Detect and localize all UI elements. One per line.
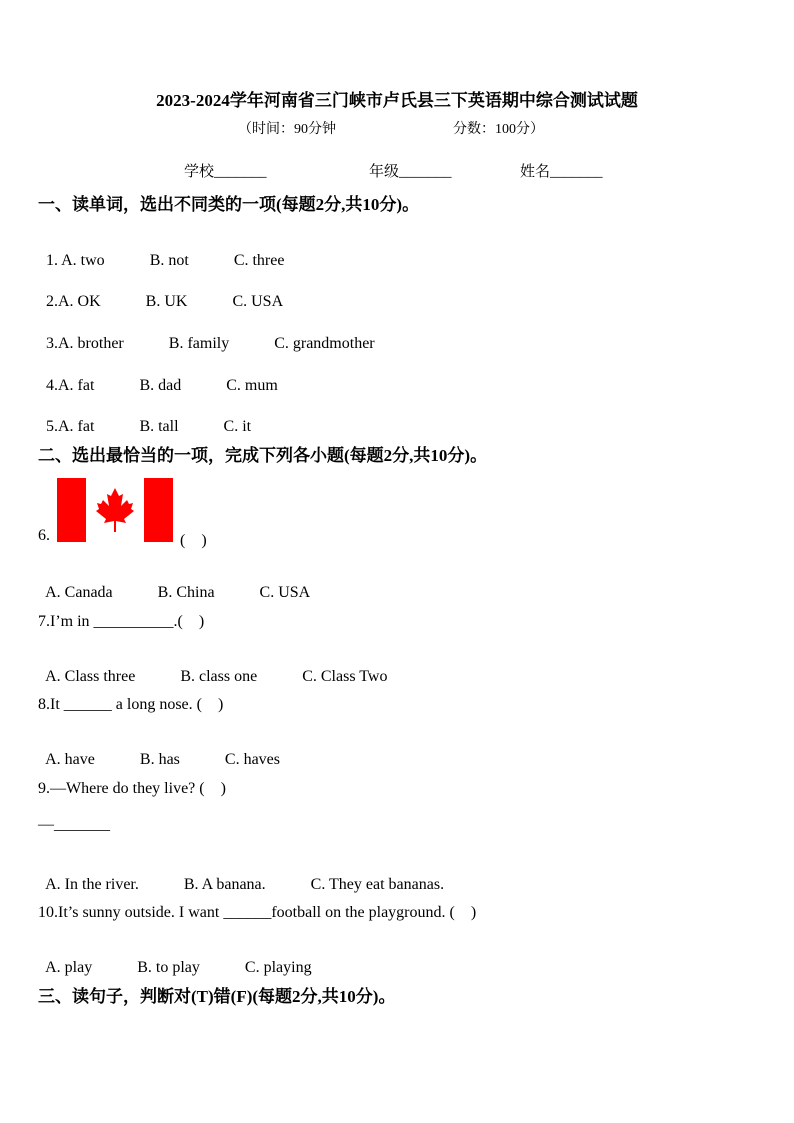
- question-10: 10.It’s sunny outside. I want ______football on the playground. ( ): [38, 904, 477, 921]
- maple-leaf-icon: [86, 478, 144, 542]
- question-3: [38, 317, 375, 353]
- question-number: 5.: [46, 418, 58, 435]
- option-a: A. fat: [58, 377, 95, 394]
- option-b: B. family: [168, 335, 230, 352]
- option-c: C. USA: [259, 584, 311, 601]
- option-c: C. Class Two: [302, 668, 388, 685]
- option-c: C. grandmother: [274, 335, 375, 352]
- question-7-options: [38, 650, 387, 686]
- question-10-options: [38, 941, 312, 977]
- option-b: B. UK: [145, 293, 188, 310]
- question-number: 4.: [46, 377, 58, 394]
- option-a: A. fat: [58, 418, 95, 435]
- question-6-options: [38, 566, 310, 602]
- option-b: B. tall: [139, 418, 179, 435]
- exam-score: 分数：100分）: [453, 122, 544, 137]
- option-a: A. have: [45, 751, 95, 768]
- option-a: A. OK: [58, 293, 101, 310]
- option-b: B. class one: [180, 668, 258, 685]
- section3-heading: 三、读句子，判断对(T)错(F)(每题2分,共10分)。: [38, 987, 396, 1006]
- exam-time: （时间：90分钟: [238, 122, 336, 137]
- question-5: [38, 400, 251, 436]
- page-title: 2023-2024学年河南省三门峡市卢氏县三下英语期中综合测试试题: [156, 91, 638, 110]
- option-a: A. play: [45, 959, 93, 976]
- question-9-options: [38, 858, 444, 894]
- option-b: B. not: [149, 252, 189, 269]
- question-9-answer-line: —_______: [38, 816, 110, 833]
- option-a: A. two: [61, 252, 105, 269]
- grade-field: 年级_______: [369, 164, 452, 180]
- option-c: C. They eat bananas.: [310, 876, 445, 893]
- question-7: 7.I’m in __________.( ): [38, 613, 205, 630]
- option-b: B. A banana.: [183, 876, 266, 893]
- section2-heading: 二、选出最恰当的一项，完成下列各小题(每题2分,共10分)。: [38, 446, 488, 465]
- option-a: A. brother: [58, 335, 124, 352]
- question-1: [38, 234, 284, 270]
- option-a: A. In the river.: [45, 876, 139, 893]
- option-c: C. USA: [232, 293, 284, 310]
- question-number: 2.: [46, 293, 58, 310]
- option-b: B. has: [139, 751, 180, 768]
- question-number: 3.: [46, 335, 58, 352]
- school-field: 学校_______: [184, 164, 267, 180]
- question-9: 9.—Where do they live? ( ): [38, 780, 226, 797]
- question-8-options: [38, 733, 280, 769]
- canada-flag-image: [57, 478, 173, 542]
- option-b: B. to play: [137, 959, 200, 976]
- option-a: A. Canada: [45, 584, 113, 601]
- question-4: [38, 359, 278, 395]
- question-8: 8.It ______ a long nose. ( ): [38, 696, 224, 713]
- name-field: 姓名_______: [520, 164, 603, 180]
- question-2: [38, 275, 283, 311]
- option-c: C. playing: [244, 959, 312, 976]
- option-a: A. Class three: [45, 668, 136, 685]
- option-b: B. dad: [139, 377, 182, 394]
- section1-heading: 一、读单词，选出不同类的一项(每题2分,共10分)。: [38, 195, 420, 214]
- option-c: C. haves: [224, 751, 280, 768]
- option-c: C. three: [233, 252, 285, 269]
- question-6-number: 6.: [38, 527, 50, 544]
- question-6-answer-blank: ( ): [180, 532, 207, 549]
- option-c: C. it: [223, 418, 252, 435]
- question-number: 1.: [46, 252, 62, 269]
- option-b: B. China: [157, 584, 215, 601]
- option-c: C. mum: [226, 377, 278, 394]
